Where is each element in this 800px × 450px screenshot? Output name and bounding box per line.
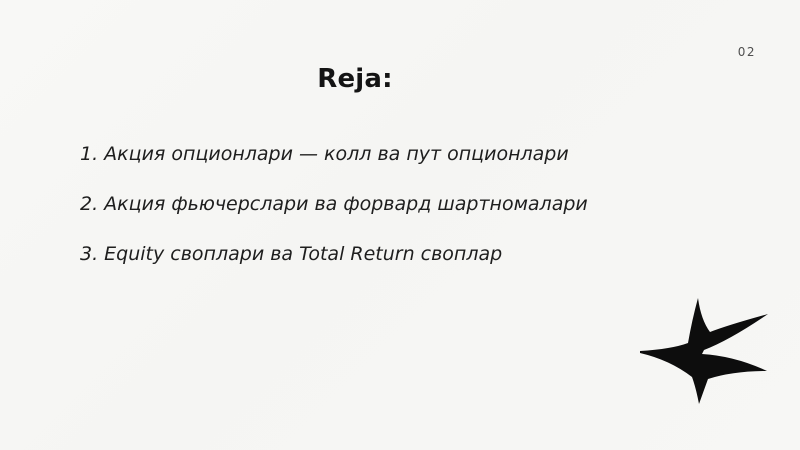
abstract-star-icon <box>640 298 768 404</box>
list-item: 2. Акция фьючерслари ва форвард шартномалари <box>80 193 588 215</box>
list-item: 3. Equity своплари ва Total Return своплар <box>80 243 503 265</box>
page-number: 02 <box>737 45 756 59</box>
list-item: 1. Акция опционлари — колл ва пут опционлари <box>80 143 569 165</box>
agenda-list <box>80 141 640 291</box>
slide-title: Reja: <box>317 64 393 94</box>
